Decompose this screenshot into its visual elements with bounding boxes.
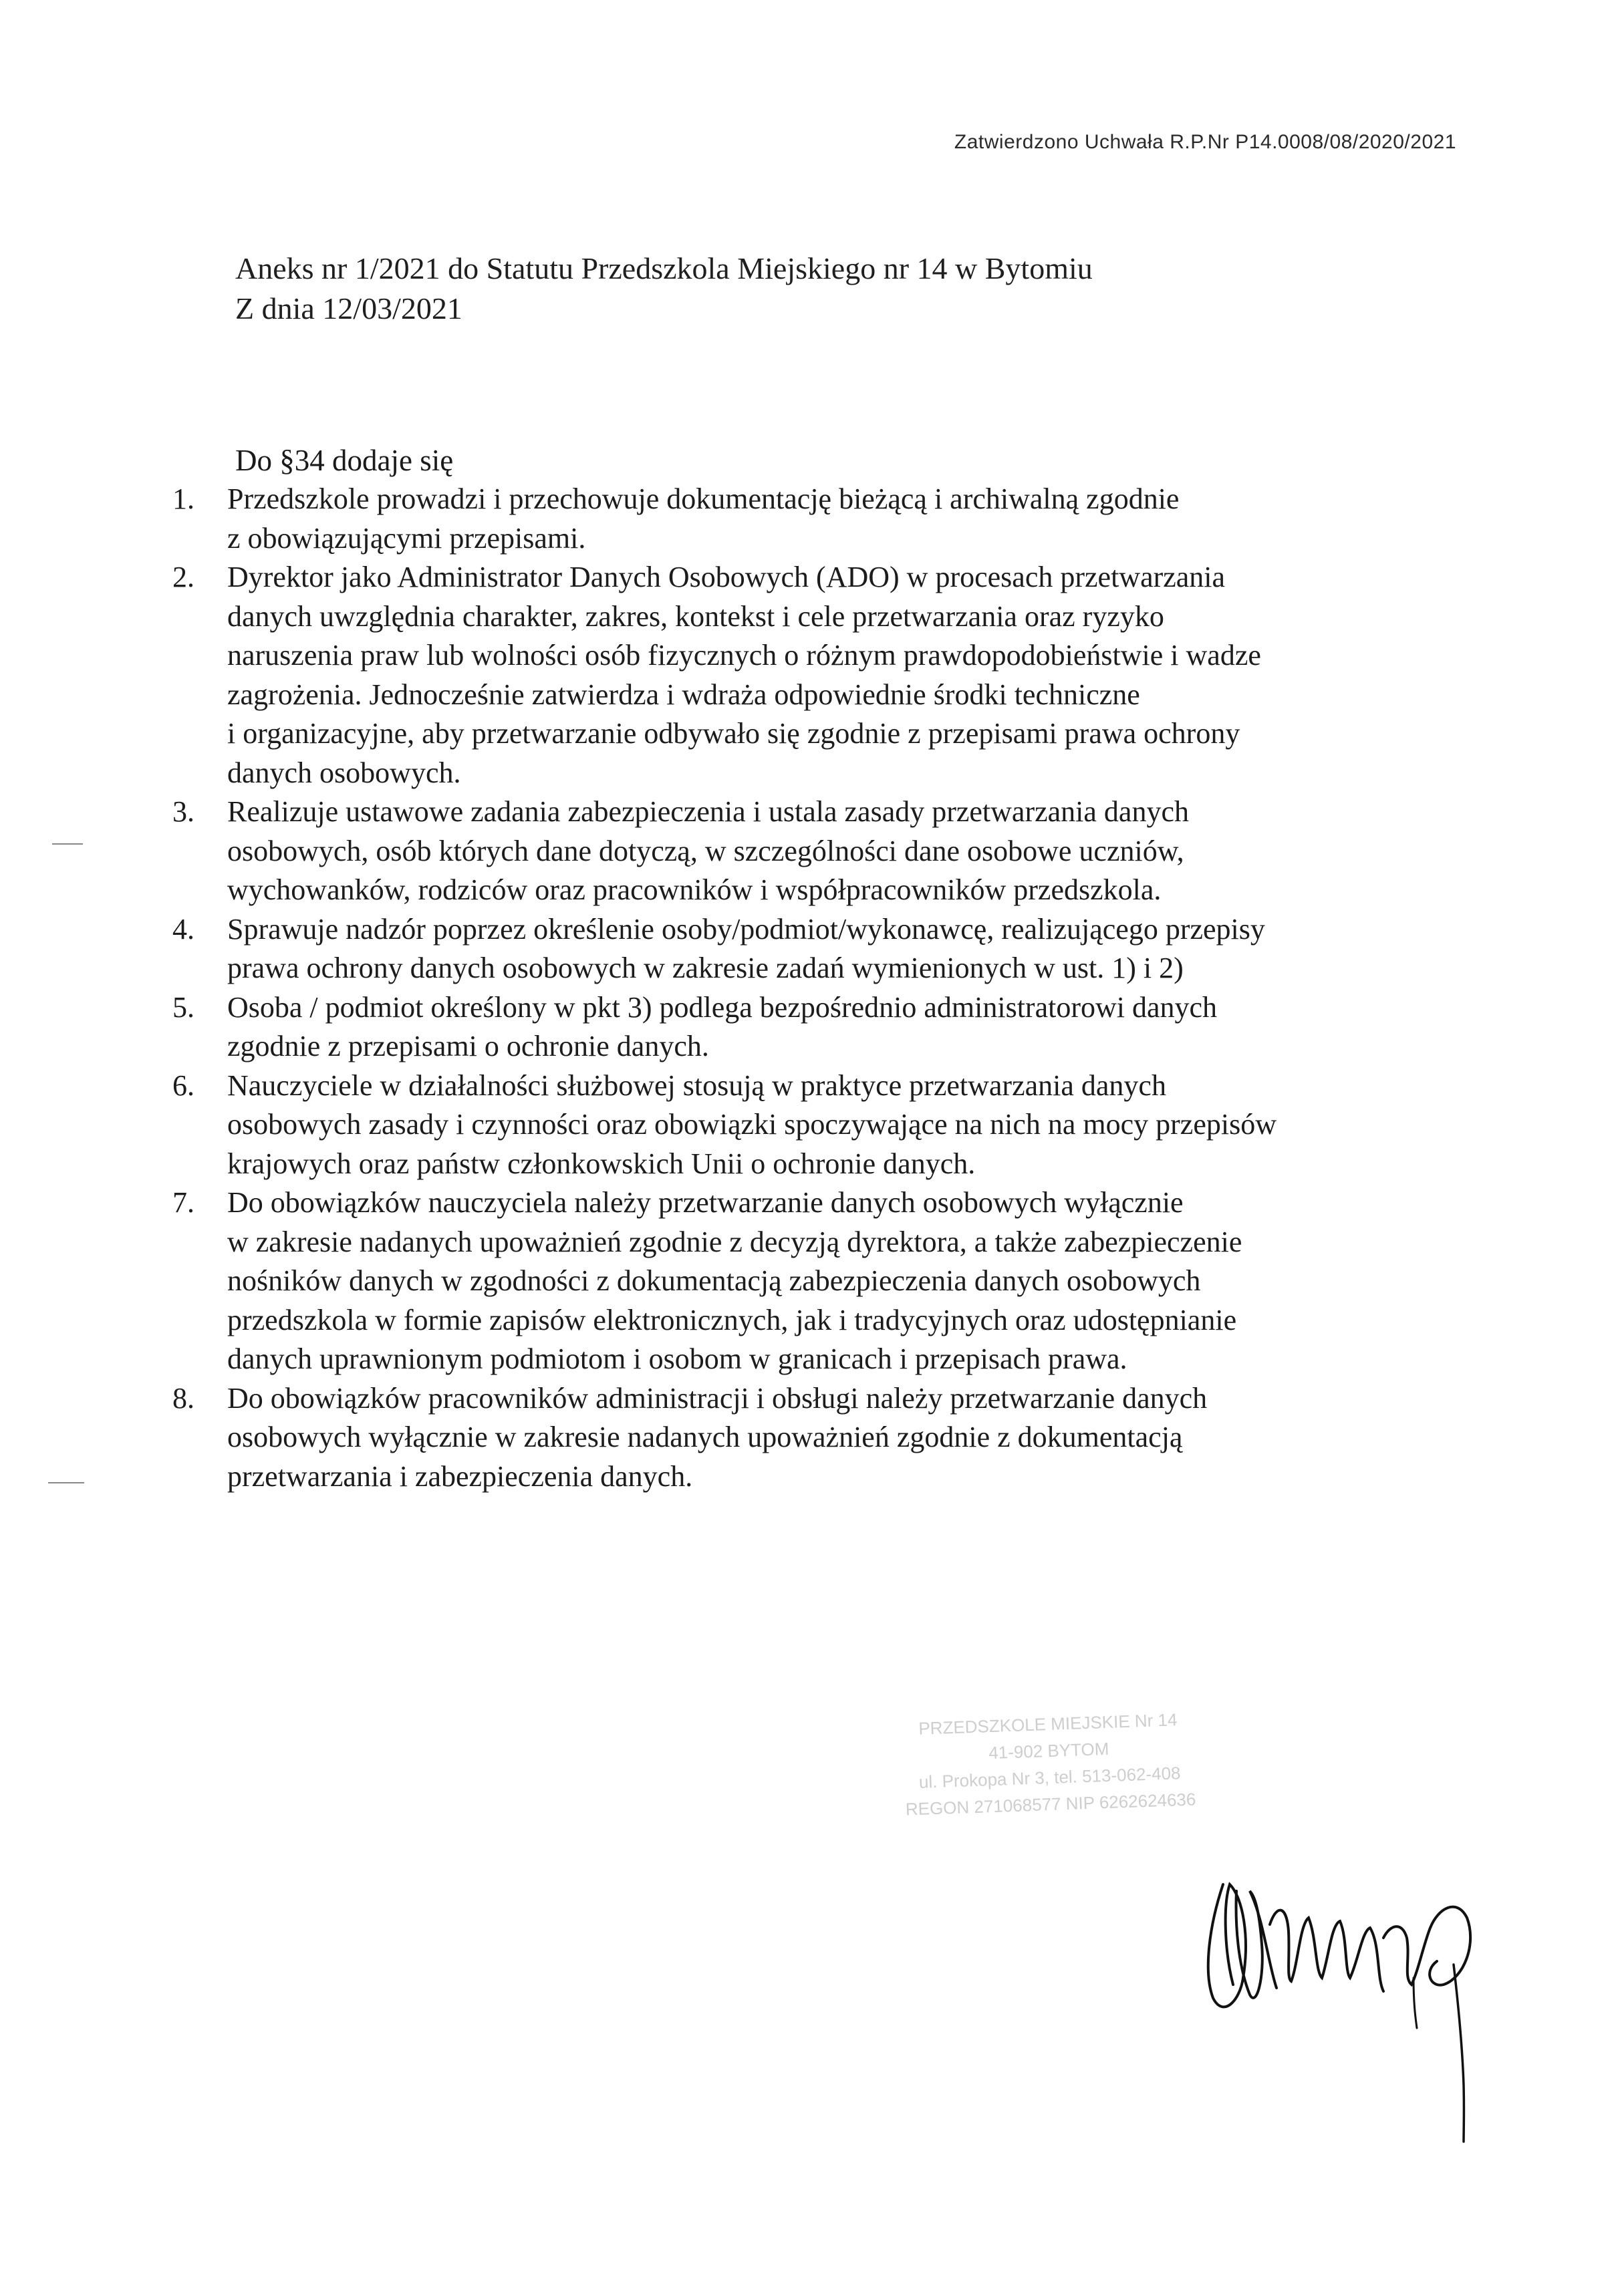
item-line: zagrożenia. Jednocześnie zatwierdza i wdraża odpowiednie środki techniczne [227, 678, 1140, 711]
margin-mark [52, 843, 83, 845]
item-line: Do obowiązków pracowników administracji i obsługi należy przetwarzanie danych [227, 1381, 1208, 1415]
item-line: danych uprawnionym podmiotom i osobom w granicach i przepisach prawa. [227, 1342, 1127, 1375]
item-text [227, 793, 1456, 910]
item-number: 5. [172, 990, 194, 1024]
item-line: przedszkola w formie zapisów elektronicznych, jak i tradycyjnych oraz udostępnianie [227, 1303, 1237, 1336]
item-line: w zakresie nadanych upoważnień zgodnie z decyzją dyrektora, a także zabezpieczenie [227, 1225, 1242, 1258]
stamp-line: 41-902 BYTOM [988, 1738, 1109, 1763]
item-number: 4. [172, 912, 194, 946]
item-number: 1. [172, 482, 194, 515]
stamp-line: ul. Prokopa Nr 3, tel. 513-062-408 [918, 1763, 1181, 1792]
item-text [227, 480, 1456, 558]
numbered-list [172, 480, 1456, 1496]
item-number: 3. [172, 795, 194, 828]
item-line: Osoba / podmiot określony w pkt 3) podlega bezpośrednio administratorowi danych [227, 990, 1218, 1024]
item-number: 8. [172, 1381, 194, 1415]
item-text [227, 988, 1456, 1066]
item-line: Do obowiązków nauczyciela należy przetwarzanie danych osobowych wyłącznie [227, 1186, 1184, 1219]
item-line: osobowych, osób których dane dotyczą, w szczególności dane osobowe uczniów, [227, 834, 1184, 867]
list-item [172, 1183, 1456, 1379]
item-line: nośników danych w zgodności z dokumentacją zabezpieczenia danych osobowych [227, 1264, 1201, 1297]
handwritten-signature [1150, 1844, 1497, 2152]
list-item [172, 1066, 1456, 1184]
item-line: Dyrektor jako Administrator Danych Osobowych (ADO) w procesach przetwarzania [227, 561, 1226, 593]
title-line-1: Aneks nr 1/2021 do Statutu Przedszkola Miejskiego nr 14 w Bytomiu [235, 251, 1093, 285]
item-line: i organizacyjne, aby przetwarzanie odbywało się zgodnie z przepisami prawa ochrony [227, 717, 1240, 750]
item-line: zgodnie z przepisami o ochronie danych. [227, 1030, 709, 1062]
list-item [172, 1379, 1456, 1497]
stamp-line: PRZEDSZKOLE MIEJSKIE Nr 14 [918, 1709, 1178, 1739]
item-number: 7. [172, 1186, 194, 1219]
list-item [172, 793, 1456, 910]
document-title [235, 249, 1093, 329]
list-item [172, 988, 1456, 1066]
item-text [227, 910, 1456, 988]
item-line: osobowych zasady i czynności oraz obowiązki spoczywające na nich na mocy przepisów [227, 1108, 1277, 1141]
item-line: przetwarzania i zabezpieczenia danych. [227, 1459, 693, 1493]
item-line: osobowych wyłącznie w zakresie nadanych upoważnień zgodnie z dokumentacją [227, 1421, 1183, 1453]
item-number: 2. [172, 561, 194, 593]
title-date-line: Z dnia 12/03/2021 [235, 291, 462, 325]
item-line: prawa ochrony danych osobowych w zakresie zadań wymienionych w ust. 1) i 2) [227, 952, 1184, 984]
item-line: Przedszkole prowadzi i przechowuje dokumentację bieżącą i archiwalną zgodnie [227, 482, 1180, 515]
approval-note: Zatwierdzono Uchwała R.P.Nr P14.0008/08/2020/2021 [954, 131, 1456, 153]
list-item [172, 480, 1456, 558]
item-text [227, 1183, 1456, 1379]
item-text [227, 1066, 1456, 1184]
item-line: Sprawuje nadzór poprzez określenie osoby/podmiot/wykonawcę, realizującego przepisy [227, 912, 1265, 946]
item-line: naruszenia praw lub wolności osób fizycznych o różnym prawdopodobieństwie i wadze [227, 639, 1261, 672]
item-text [227, 1379, 1456, 1497]
item-line: z obowiązującymi przepisami. [227, 521, 586, 555]
item-line: danych uwzględnia charakter, zakres, kontekst i cele przetwarzania oraz ryzyko [227, 599, 1164, 633]
item-line: krajowych oraz państw członkowskich Unii o ochronie danych. [227, 1147, 976, 1180]
item-line: wychowanków, rodziców oraz pracowników i współpracowników przedszkola. [227, 873, 1162, 906]
item-line: Nauczyciele w działalności służbowej stosują w praktyce przetwarzania danych [227, 1068, 1166, 1102]
margin-mark [48, 1482, 84, 1483]
section-intro: Do §34 dodaje się [235, 444, 454, 477]
item-line: Realizuje ustawowe zadania zabezpieczenia i ustala zasady przetwarzania danych [227, 795, 1189, 828]
item-line: danych osobowych. [227, 756, 461, 789]
institution-stamp [840, 1703, 1258, 1825]
list-item [172, 910, 1456, 988]
item-number: 6. [172, 1068, 194, 1102]
item-text [227, 558, 1456, 793]
list-item [172, 558, 1456, 793]
stamp-line: REGON 271068577 NIP 6262624636 [905, 1789, 1196, 1820]
